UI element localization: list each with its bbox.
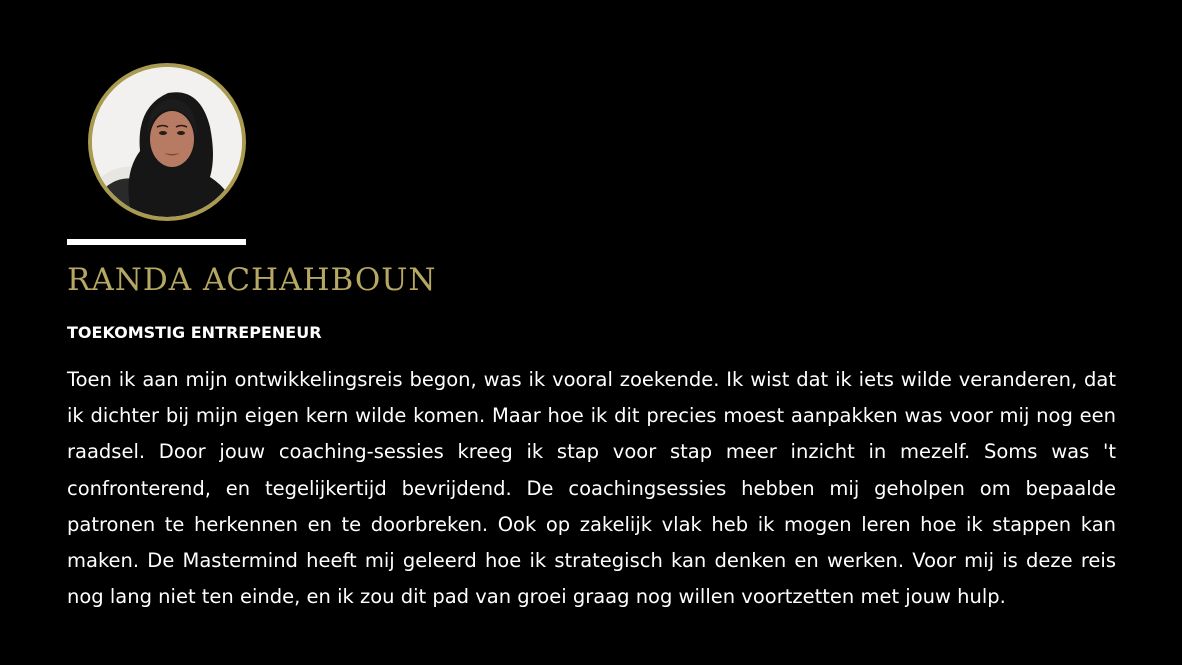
testimonial-text: Toen ik aan mijn ontwikkelingsreis begon, was ik vooral zoekende. Ik wist dat ik iets wilde veranderen, dat ik dichter bij mijn eigen kern wilde komen. Maar hoe ik dit precies moest aanpakken was voor mij nog een raadsel. Door jouw coaching-sessies kreeg ik stap voor stap meer inzicht in mezelf. Soms was 't confronterend, en tegelijkertijd bevrijdend. De coachingsessies hebben mij geholpen om bepaalde patronen te herkennen en te doorbreken. Ook op zakelijk vlak heb ik mogen leren hoe ik stappen kan maken. De Mastermind heeft mij geleerd hoe ik strategisch kan denken en werken. Voor mij is deze reis nog lang niet ten einde, en ik zou dit pad van groei graag nog willen voortzetten met jouw hulp. (67, 368, 1116, 609)
divider-line (67, 239, 246, 245)
person-role: TOEKOMSTIG ENTREPENEUR (67, 323, 322, 342)
person-name: RANDA ACHAHBOUN (67, 262, 437, 298)
avatar (88, 63, 246, 221)
avatar-portrait (92, 67, 242, 217)
